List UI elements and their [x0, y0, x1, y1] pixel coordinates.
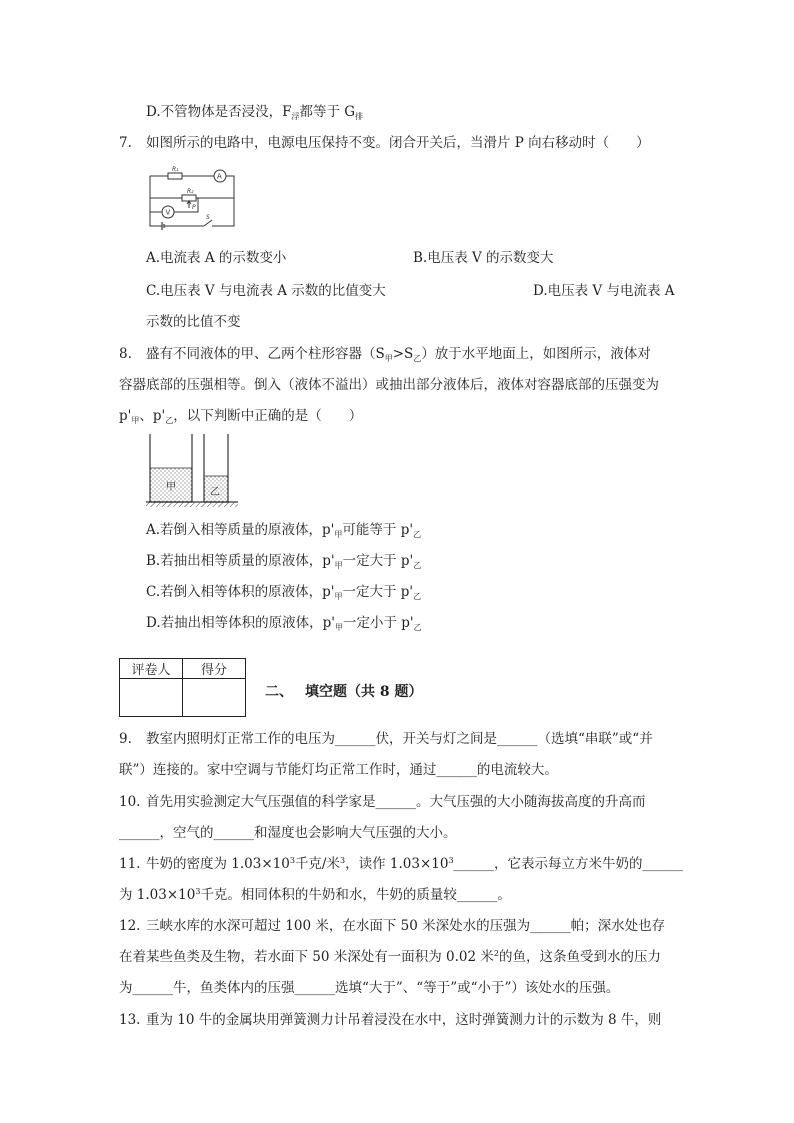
q10-line-1: 首先用实验测定大气压强值的科学家是______。大气压强的大小随海拔高度的升高而 [146, 794, 646, 810]
label-yi: 乙 [210, 487, 220, 498]
label-p: P [192, 204, 196, 211]
q9-line-1: 教室内照明灯正常工作的电压为______伏，开关与灯之间是______（选填“串联”或“并 [146, 731, 653, 747]
q13-line-1: 重为 10 牛的金属块用弹簧测力计吊着浸没在水中，这时弹簧测力计的示数为 8 牛，则 [146, 1012, 662, 1028]
q8-number: 8. [119, 346, 132, 362]
q12-line-2: 在着某些鱼类及生物，若水面下 50 米深处有一面积为 0.02 米$^2$的鱼，这条鱼受到水的压力 [119, 949, 661, 965]
q11-number: 11. [119, 856, 141, 872]
q8-option-b: B.若抽出相等质量的原液体，$p'_甲$一定大于 $p'_乙$ [146, 553, 422, 570]
q8-option-a: A.若倒入相等质量的原液体，$p'_甲$可能等于 $p'_乙$ [146, 522, 422, 539]
q12-line-1: 三峡水库的水深可超过 100 米，在水面下 50 米深处水的压强为______帕；深水处也存 [146, 918, 666, 934]
q8-option-d: D.若抽出相等体积的原液体，$p'_甲$一定小于 $p'_乙$ [146, 615, 422, 632]
q6-option-d: D.不管物体是否浸没，$F_浮$都等于 $G_排$ [146, 104, 364, 121]
score-table [119, 658, 246, 717]
q10-number: 10. [119, 794, 141, 810]
score-table-score-cell[interactable] [183, 679, 246, 717]
resistor-r1 [168, 173, 182, 179]
section-2-title: 二、 填空题（共 8 题） [265, 684, 423, 700]
q11-line-2: 为 $1.03\times 10^3$千克。相同体积的牛奶和水，牛奶的质量较______。 [119, 887, 511, 903]
q7-number: 7. [119, 135, 132, 151]
label-jia: 甲 [166, 482, 176, 493]
q7-option-a: A.电流表 A 的示数变小 [146, 250, 287, 266]
q8-stem-2: 容器底部的压强相等。倒入（液体不溢出）或抽出部分液体后，液体对容器底部的压强变为 [119, 377, 659, 393]
q9-line-2: 联”）连接的。家中空调与节能灯均正常工作时，通过______的电流较大。 [119, 762, 558, 778]
label-r1: R₁ [172, 166, 179, 173]
q8-option-c: C.若倒入相等体积的原液体，$p'_甲$一定大于 $p'_乙$ [146, 584, 422, 601]
q12-line-3: 为______牛，鱼类体内的压强______选填“大于”、“等于”或“小于”）该处水的压强。 [119, 980, 620, 996]
q7-option-d: D.电压表 V 与电流表 A [533, 283, 675, 299]
q7-option-c: C.电压表 V 与电流表 A 示数的比值变大 [146, 283, 386, 299]
q11-line-1: 牛奶的密度为 $1.03\times 10^3$千克/米$^3$，读作 $1.03\times 10^3\_\_\_\_\_\_$，它表示每立方米牛奶的______ [146, 856, 684, 872]
score-table-header-grader: 评卷人 [120, 659, 183, 679]
label-r2: R₂ [187, 188, 194, 195]
q7-option-b: B.电压表 V 的示数变大 [413, 250, 554, 266]
score-table-grader-cell[interactable] [120, 679, 183, 717]
battery [162, 222, 164, 230]
q13-number: 13. [119, 1012, 141, 1028]
q7-stem: 如图所示的电路中，电源电压保持不变。闭合开关后，当滑片 P 向右移动时（ ） [146, 135, 650, 151]
q9-number: 9. [119, 731, 132, 747]
q7-option-d-cont: 示数的比值不变 [146, 314, 241, 330]
label-switch: S [206, 214, 210, 221]
q10-line-2: ______，空气的______和湿度也会影响大气压强的大小。 [119, 825, 457, 841]
ground-hatch [146, 502, 238, 507]
score-table-header-score: 得分 [183, 659, 246, 679]
circuit-diagram [146, 164, 238, 232]
slider-p [187, 201, 191, 208]
label-voltmeter: V [165, 208, 171, 217]
label-ammeter: A [217, 172, 222, 181]
containers-diagram [146, 432, 238, 508]
q8-stem-1: 盛有不同液体的甲、乙两个柱形容器$(S_甲>S_乙)$放于水平地面上，如图所示，液体对 [146, 346, 651, 363]
q8-stem-3: $p'_甲$、$p'_乙$，以下判断中正确的是（ ） [119, 408, 363, 425]
q12-number: 12. [119, 918, 141, 934]
